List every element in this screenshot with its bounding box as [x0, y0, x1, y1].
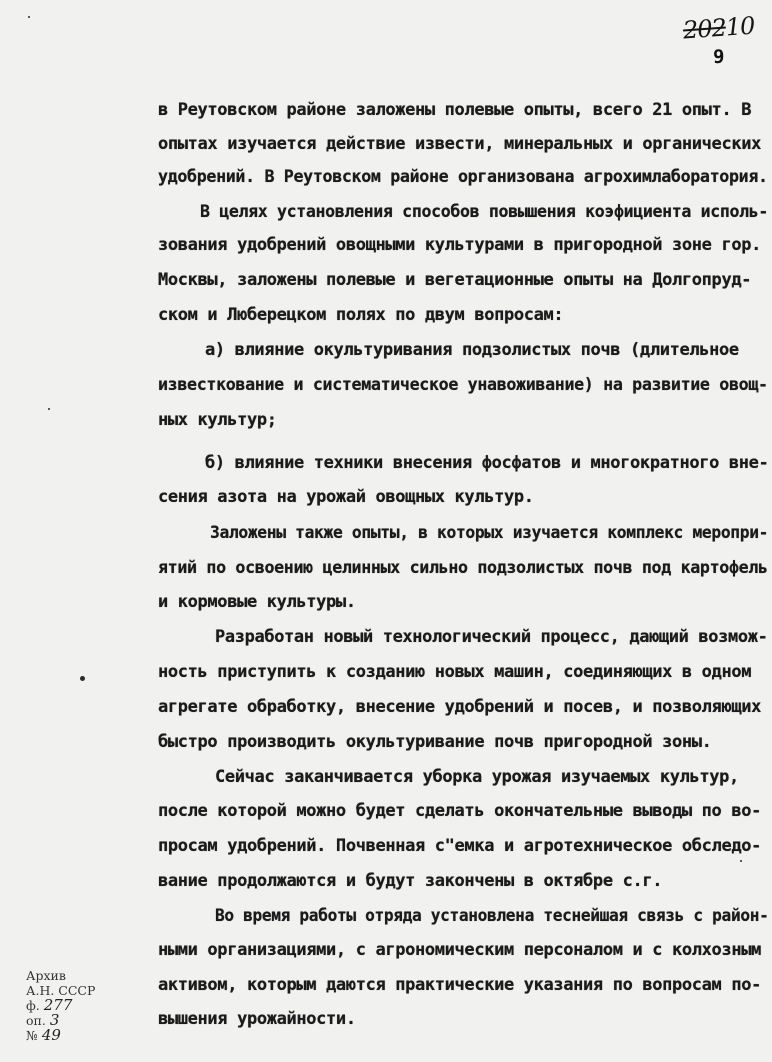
stamp-number [26, 1028, 96, 1043]
stamp-number-label: № [26, 1028, 38, 1043]
text-line: Заложены также опыты, в которых изучается комплекс меропри- [210, 523, 769, 543]
text-line: б) влияние техники внесения фосфатов и многократного вне- [205, 453, 769, 473]
stamp-number-value: 49 [41, 1026, 61, 1044]
stamp-fond-label: ф. [26, 998, 40, 1013]
stamp-fond-value: 277 [43, 996, 73, 1014]
text-line: Москвы, заложены полевые и вегетационные опыты на Долгопруд- [158, 270, 752, 290]
text-line: известкование и систематическое унавоживание) на развитие овощ- [158, 375, 768, 395]
archive-folio-correction: 10 [724, 11, 756, 42]
text-line: зования удобрений овощными культурами в пригородной зоне гор. [158, 235, 761, 255]
text-line: Разработан новый технологический процесс, дающий возмож- [215, 627, 768, 647]
text-line: а) влияние окультуривания подзолистых почв (длительное [205, 340, 739, 360]
scan-speck [80, 676, 85, 681]
archive-stamp [26, 968, 96, 1043]
scan-speck [28, 16, 30, 18]
text-line: ность приступить к созданию новых машин, соединяющих в одном [158, 662, 752, 682]
text-line: удобрений. В Реутовском районе организована агрохимлаборатория. [158, 167, 768, 187]
text-line: активом, которым даются практические указания по вопросам по- [158, 975, 761, 995]
stamp-opis [26, 1013, 96, 1028]
text-line: просам удобрений. Почвенная с"емка и агротехническое обследо- [158, 836, 761, 856]
scan-speck [48, 408, 50, 410]
text-line: в Реутовском районе заложены полевые опыты, всего 21 опыт. В [158, 100, 752, 120]
text-line: сения азота на урожай овощных культур. [158, 487, 534, 507]
stamp-opis-label: оп. [26, 1013, 46, 1028]
text-line: Сейчас заканчивается уборка урожая изучаемых культур, [215, 767, 739, 787]
archive-folio-mark [682, 12, 755, 45]
text-line: В целях установления способов повышения коэфициента исполь- [200, 202, 769, 222]
stamp-archive-label: Архив [26, 968, 66, 983]
text-line: вышения урожайности. [158, 1009, 356, 1029]
stamp-institution: А.Н. СССР [26, 983, 96, 998]
text-line: ятий по освоению целинных сильно подзолистых почв под картофель [158, 558, 768, 578]
text-line: опытах изучается действие извести, минеральных и органических [158, 134, 761, 154]
page-number: 9 [713, 46, 725, 68]
text-line: и кормовые культуры. [158, 592, 356, 612]
text-line: агрегате обработку, внесение удобрений и посев, и позволяющих [158, 697, 761, 717]
text-line: быстро производить окультуривание почв пригородной зоны. [158, 732, 712, 752]
text-line: после которой можно будет сделать окончательные выводы по во- [158, 801, 761, 821]
stamp-fond [26, 998, 96, 1013]
text-line: вание продолжаются и будут закончены в октябре с.г. [158, 871, 663, 891]
text-line: ском и Люберецком полях по двум вопросам: [158, 305, 564, 325]
scan-speck [740, 860, 742, 862]
archive-folio-number: 202 [682, 13, 727, 45]
text-line: Во время работы отряда установлена теснейшая связь с район- [215, 906, 769, 926]
text-line: ных культур; [158, 410, 277, 430]
text-line: ными организациями, с агрономическим персоналом и с колхозным [158, 940, 761, 960]
stamp-opis-value: 3 [49, 1011, 60, 1029]
